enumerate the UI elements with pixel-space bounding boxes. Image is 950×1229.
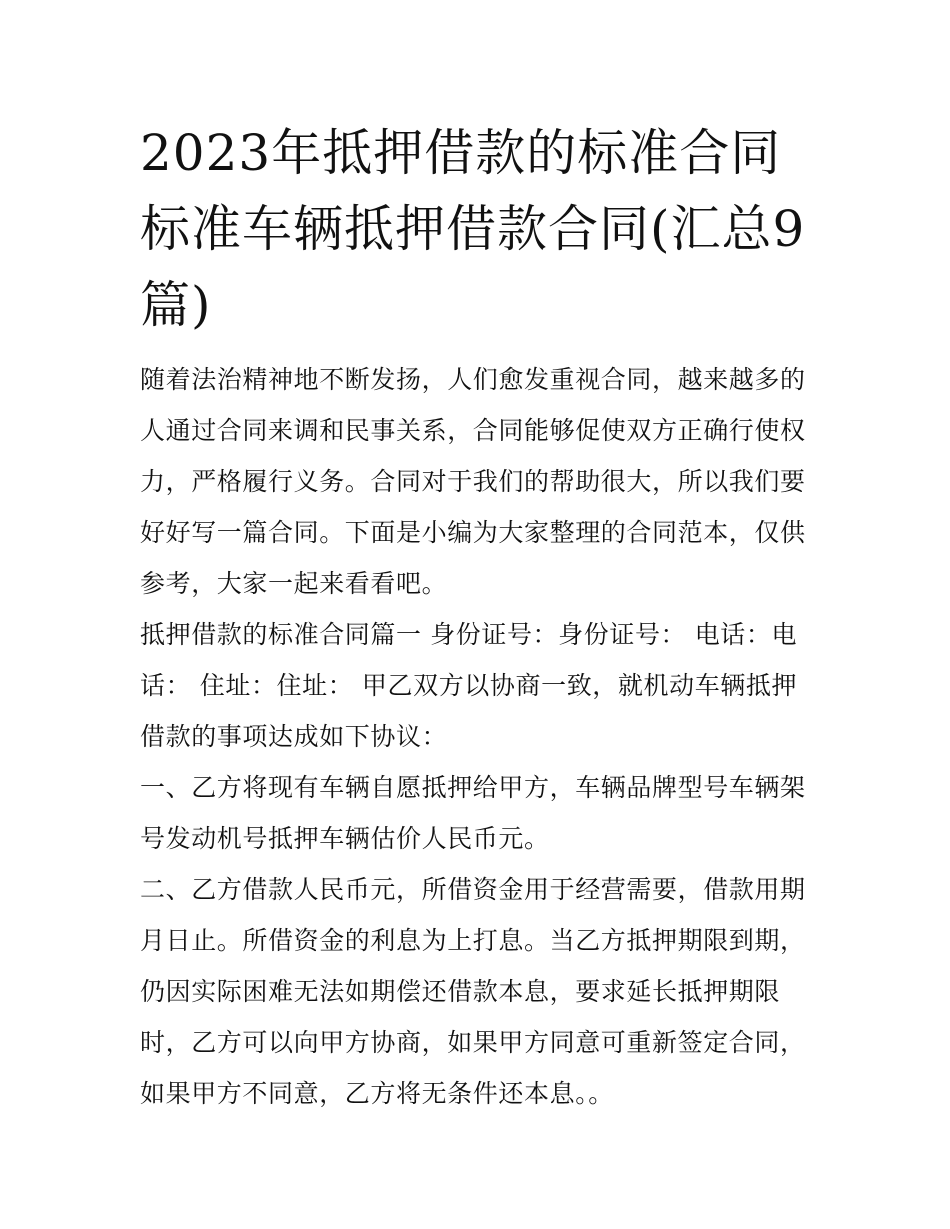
- intro-paragraph: 随着法治精神地不断发扬，人们愈发重视合同，越来越多的人通过合同来调和民事关系，合同能够促使双方正确行使权力，严格履行义务。合同对于我们的帮助很大，所以我们要好好写一篇合同。下面是小编为大家整理的合同范本，仅供参考，大家一起来看看吧。: [140, 365, 806, 598]
- contract-header-paragraph: 抵押借款的标准合同篇一 身份证号：身份证号： 电话：电话： 住址：住址： 甲乙双方以协商一致，就机动车辆抵押借款的事项达成如下协议：: [140, 620, 798, 751]
- clause-one-paragraph: 一、乙方将现有车辆自愿抵押给甲方，车辆品牌型号车辆架号发动机号抵押车辆估价人民币元。: [140, 773, 806, 853]
- document-title: 2023年抵押借款的标准合同 标准车辆抵押借款合同(汇总9篇): [140, 124, 806, 334]
- clause-two-paragraph: 二、乙方借款人民币元，所借资金用于经营需要，借款用期月日止。所借资金的利息为上打息。当乙方抵押期限到期，仍因实际困难无法如期偿还借款本息，要求延长抵押期限时，乙方可以向甲方协商，如果甲方同意可重新签定合同，如果甲方不同意，乙方将无条件还本息。。: [140, 875, 806, 1108]
- document-body: [140, 354, 815, 1119]
